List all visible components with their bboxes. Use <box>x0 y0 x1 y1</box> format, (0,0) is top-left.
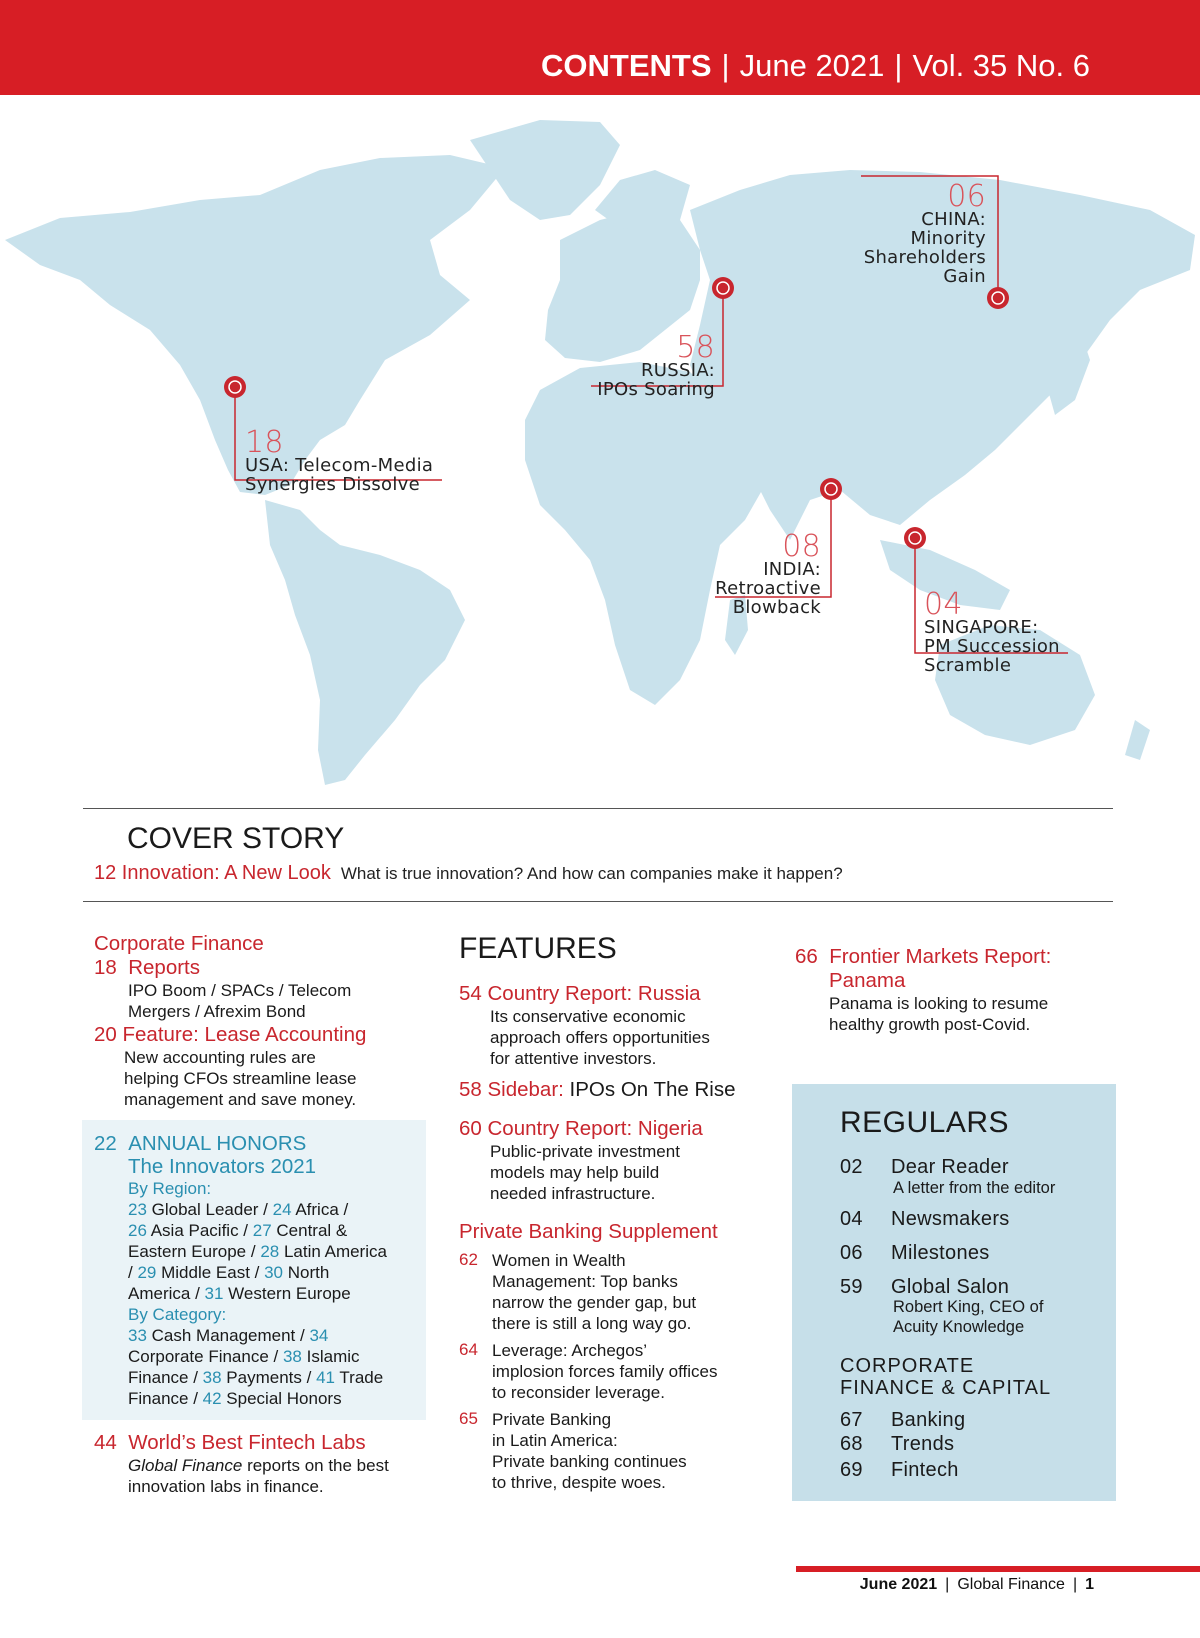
lease-body-3: management and save money. <box>124 1090 357 1109</box>
honors-category-line-2: Corporate Finance / 38 Islamic <box>128 1347 360 1366</box>
header-section: CONTENTS <box>541 48 712 83</box>
toc-annual-honors[interactable] <box>94 1132 424 1409</box>
cover-story-title[interactable]: 12 Innovation: A New Look <box>94 862 331 884</box>
cf-heading: Corporate Finance <box>94 932 264 955</box>
regular-global-salon-sub-2: Acuity Knowledge <box>893 1318 1025 1336</box>
toc-private-banking[interactable] <box>459 1220 779 1493</box>
honors-title-1: 22 ANNUAL HONORS <box>94 1132 307 1155</box>
pb-heading: Private Banking Supplement <box>459 1220 718 1243</box>
pin-india <box>820 478 842 500</box>
regular-banking[interactable]: 67 Banking <box>840 1409 966 1431</box>
honors-region-line-3: Eastern Europe / 28 Latin America <box>128 1242 387 1261</box>
toc-sidebar-ipos[interactable] <box>459 1078 779 1102</box>
honors-by-category: By Category: <box>128 1305 227 1324</box>
nigeria-body-3: needed infrastructure. <box>490 1184 656 1203</box>
footer-date: June 2021 <box>859 1576 938 1593</box>
honors-category-line-4: Finance / 42 Special Honors <box>128 1389 342 1408</box>
regular-dear-reader-sub: A letter from the editor <box>893 1179 1056 1197</box>
honors-title-2: The Innovators 2021 <box>128 1155 317 1178</box>
pin-usa <box>224 376 246 398</box>
callout-india[interactable]: 08 INDIA: Retroactive Blowback <box>715 529 821 618</box>
regular-milestones[interactable]: 06 Milestones <box>840 1242 990 1264</box>
honors-category-line-1: 33 Cash Management / 34 <box>128 1326 329 1345</box>
corporate-finance-capital-heading: CORPORATE FINANCE & CAPITAL <box>840 1355 1052 1399</box>
continent-greenland <box>470 120 620 220</box>
toc-russia-report[interactable] <box>459 982 779 1069</box>
pb-item-62[interactable]: 62 Women in Wealth Management: Top banks narrow the gender gap, but there is still a long way go. <box>459 1250 697 1333</box>
russia-body-2: approach offers opportunities <box>490 1028 710 1047</box>
features-heading: FEATURES <box>459 932 617 965</box>
frontier-body-2: healthy growth post-Covid. <box>829 1015 1031 1034</box>
honors-region-line-4: / 29 Middle East / 30 North <box>128 1263 330 1282</box>
nigeria-title: 60 Country Report: Nigeria <box>459 1117 703 1140</box>
pin-china <box>987 287 1009 309</box>
lease-body-2: helping CFOs streamline lease <box>124 1069 357 1088</box>
russia-body-3: for attentive investors. <box>490 1049 657 1068</box>
pb-item-65[interactable]: 65 Private Banking in Latin America: Private banking continues to thrive, despite woes. <box>459 1409 687 1492</box>
continent-new-zealand <box>1125 720 1150 760</box>
sidebar-title: 58 Sidebar: IPOs On The Rise <box>459 1078 736 1101</box>
frontier-body-1: Panama is looking to resume <box>829 994 1049 1013</box>
world-map <box>0 100 1200 790</box>
fintech-body-2: innovation labs in finance. <box>128 1477 324 1496</box>
honors-region-line-2: 26 Asia Pacific / 27 Central & <box>128 1221 348 1240</box>
footer: June 2021 | Global Finance | 1 <box>859 1576 1094 1593</box>
fintech-title: 44 World’s Best Fintech Labs <box>94 1431 366 1454</box>
pin-singapore <box>904 527 926 549</box>
toc-fintech-labs[interactable] <box>94 1431 424 1497</box>
toc-frontier-markets[interactable] <box>795 945 1125 1035</box>
footer-bar <box>796 1566 1200 1572</box>
regular-trends[interactable]: 68 Trends <box>840 1433 955 1455</box>
fintech-body-1: Global Finance reports on the best <box>128 1456 389 1475</box>
regular-global-salon[interactable]: 59 Global Salon <box>840 1276 1010 1298</box>
callout-china[interactable]: 06 CHINA: Minority Shareholders Gain <box>863 179 986 287</box>
cover-story-heading: COVER STORY <box>127 822 345 855</box>
cover-story-entry[interactable] <box>94 862 843 885</box>
header-volume: Vol. 35 No. 6 <box>912 48 1090 83</box>
honors-category-line-3: Finance / 38 Payments / 41 Trade <box>128 1368 384 1387</box>
nigeria-body-2: models may help build <box>490 1163 660 1182</box>
pin-russia <box>712 277 734 299</box>
footer-publication: Global Finance <box>957 1576 1065 1593</box>
lease-body-1: New accounting rules are <box>124 1048 316 1067</box>
regular-dear-reader[interactable]: 02 Dear Reader <box>840 1156 1009 1178</box>
callout-russia[interactable]: 58 RUSSIA: IPOs Soaring <box>597 330 715 400</box>
russia-title: 54 Country Report: Russia <box>459 982 701 1005</box>
cf-reports-title: 18 Reports <box>94 956 200 979</box>
honors-region-line-1: 23 Global Leader / 24 Africa / <box>128 1200 349 1219</box>
cf-reports-body-1: IPO Boom / SPACs / Telecom <box>128 981 352 1000</box>
honors-by-region: By Region: <box>128 1179 212 1198</box>
regulars-heading: REGULARS <box>840 1106 1010 1139</box>
header-date: June 2021 <box>739 48 885 83</box>
toc-lease-accounting[interactable] <box>94 1023 424 1110</box>
russia-body-1: Its conservative economic <box>490 1007 686 1026</box>
callout-singapore[interactable]: 04 SINGAPORE: PM Succession Scramble <box>924 587 1060 676</box>
frontier-title-2: Panama <box>829 969 906 992</box>
continent-south-america <box>265 500 465 785</box>
honors-region-line-5: America / 31 Western Europe <box>128 1284 351 1303</box>
page-number: 1 <box>1085 1576 1094 1593</box>
pb-item-64[interactable]: 64 Leverage: Archegos’ implosion forces family offices to reconsider leverage. <box>459 1340 718 1402</box>
divider-top <box>83 808 1113 809</box>
frontier-title: 66 Frontier Markets Report: <box>795 945 1052 968</box>
regular-newsmakers[interactable]: 04 Newsmakers <box>840 1208 1010 1230</box>
regular-global-salon-sub-1: Robert King, CEO of <box>893 1298 1044 1316</box>
header-title: CONTENTS | June 2021 | Vol. 35 No. 6 <box>541 48 1090 83</box>
toc-corporate-finance[interactable] <box>94 932 424 1022</box>
callout-usa[interactable]: 18 USA: Telecom-Media Synergies Dissolve <box>245 425 434 495</box>
divider-bottom <box>83 901 1113 902</box>
lease-title: 20 Feature: Lease Accounting <box>94 1023 367 1046</box>
regular-fintech[interactable]: 69 Fintech <box>840 1459 959 1481</box>
nigeria-body-1: Public-private investment <box>490 1142 680 1161</box>
cover-story-desc: What is true innovation? And how can companies make it happen? <box>340 864 843 883</box>
toc-nigeria-report[interactable] <box>459 1117 779 1204</box>
cf-reports-body-2: Mergers / Afrexim Bond <box>128 1002 306 1021</box>
